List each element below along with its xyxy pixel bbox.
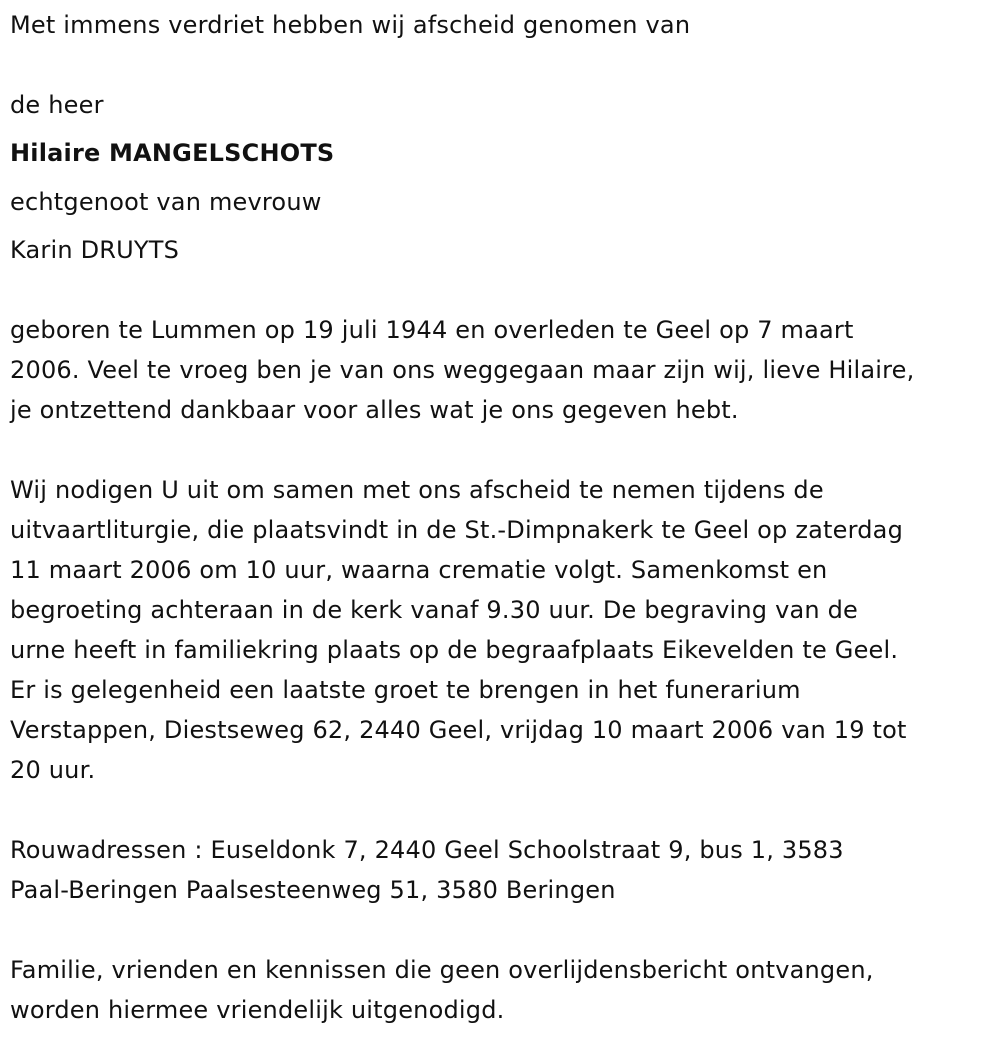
birth-line: 2006. Veel te vroeg ben je van ons weggegaan maar zijn wij, lieve Hilaire, — [10, 356, 915, 384]
funeral-line: 20 uur. — [10, 756, 96, 784]
spouse-label: echtgenoot van mevrouw — [10, 188, 322, 216]
funeral-line: Verstappen, Diestseweg 62, 2440 Geel, vrijdag 10 maart 2006 van 19 tot — [10, 716, 907, 744]
funeral-line: Er is gelegenheid een laatste groet te brengen in het funerarium — [10, 676, 801, 704]
address-line: Paal-Beringen Paalsesteenweg 51, 3580 Beringen — [10, 876, 616, 904]
address-line: Rouwadressen : Euseldonk 7, 2440 Geel Schoolstraat 9, bus 1, 3583 — [10, 836, 844, 864]
spouse-name: Karin DRUYTS — [10, 236, 180, 264]
title-text: de heer — [10, 91, 104, 119]
closing-line: worden hiermee vriendelijk uitgenodigd. — [10, 996, 505, 1024]
funeral-line: 11 maart 2006 om 10 uur, waarna crematie volgt. Samenkomst en — [10, 556, 828, 584]
funeral-line: uitvaartliturgie, die plaatsvindt in de St.-Dimpnakerk te Geel op zaterdag — [10, 516, 904, 544]
closing-line: Familie, vrienden en kennissen die geen overlijdensbericht ontvangen, — [10, 956, 874, 984]
birth-line: geboren te Lummen op 19 juli 1944 en overleden te Geel op 7 maart — [10, 316, 854, 344]
birth-line: je ontzettend dankbaar voor alles wat je ons gegeven hebt. — [10, 396, 739, 424]
funeral-line: urne heeft in familiekring plaats op de begraafplaats Eikevelden te Geel. — [10, 636, 899, 664]
deceased-name: Hilaire MANGELSCHOTS — [10, 139, 335, 167]
funeral-line: Wij nodigen U uit om samen met ons afscheid te nemen tijdens de — [10, 476, 824, 504]
intro-text: Met immens verdriet hebben wij afscheid genomen van — [10, 11, 691, 39]
funeral-line: begroeting achteraan in de kerk vanaf 9.30 uur. De begraving van de — [10, 596, 859, 624]
